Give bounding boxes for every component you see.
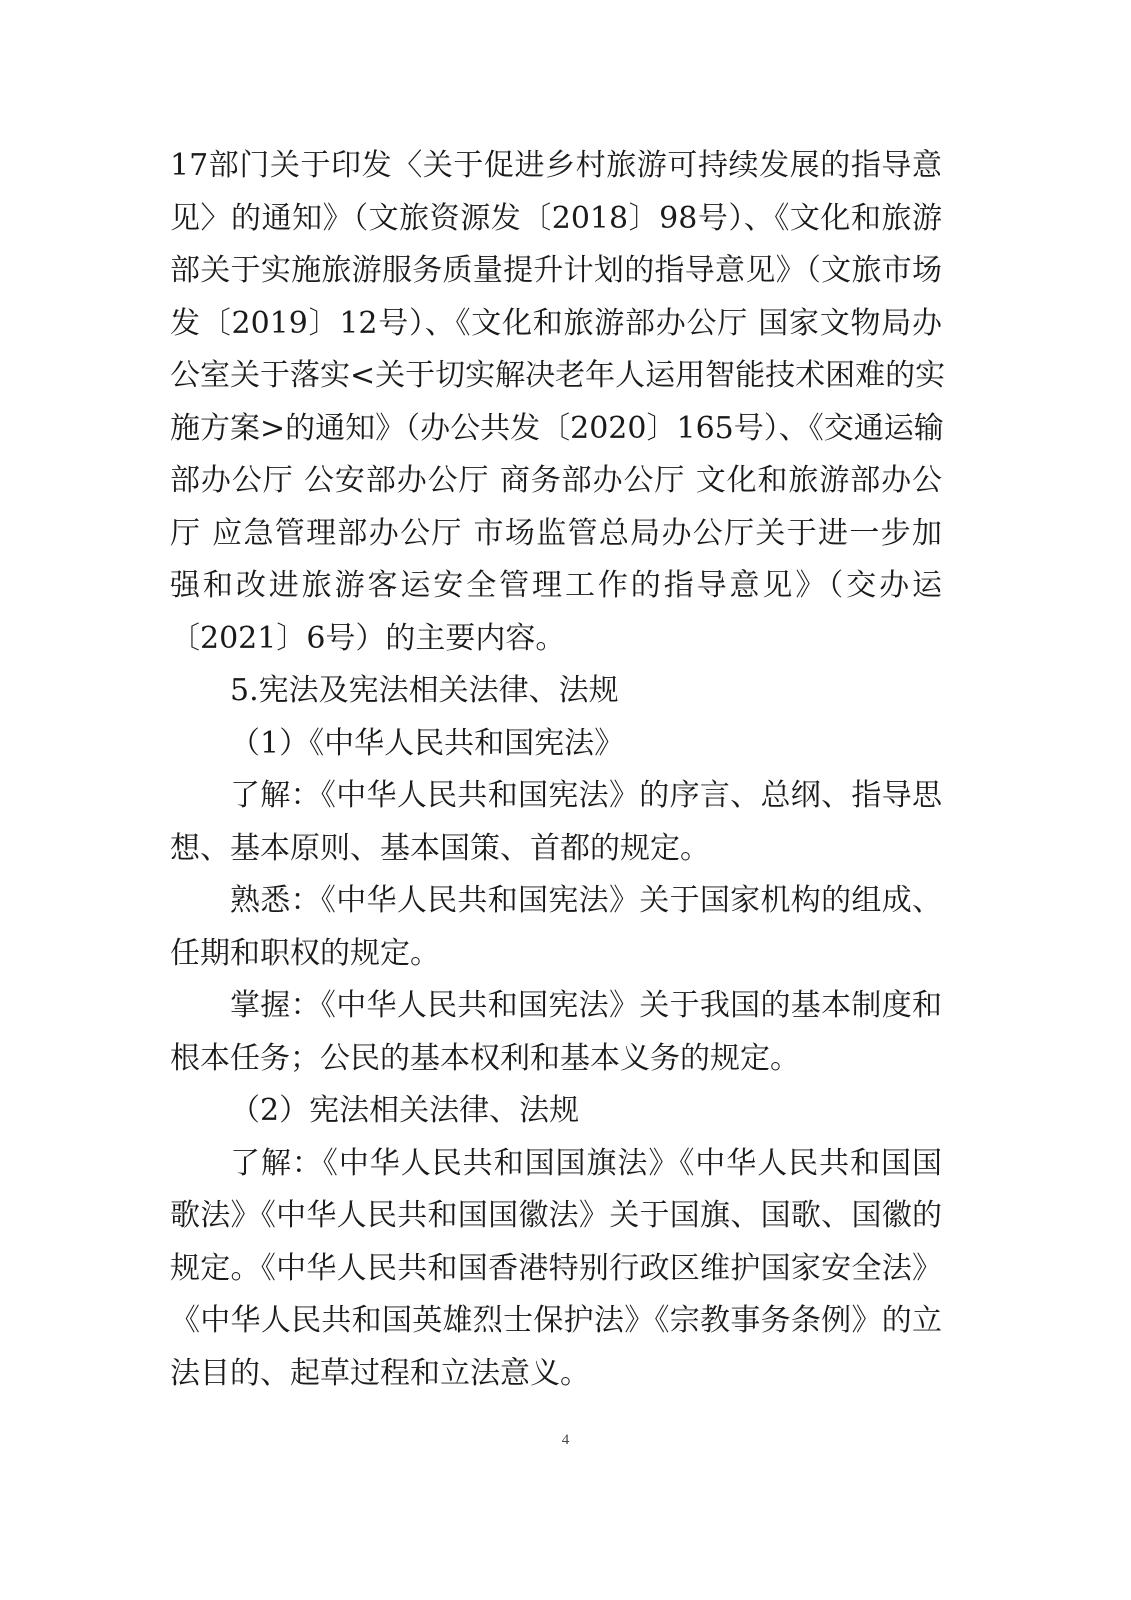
text-line: 法目的、起草过程和立法意义。 <box>170 1355 590 1391</box>
page-number: 4 <box>561 1432 570 1448</box>
subsection-heading: （1）《中华人民共和国宪法》 <box>230 725 625 761</box>
text-line: 部关于实施旅游服务质量提升计划的指导意见》（文旅市场 <box>170 253 942 288</box>
text-line: 想、基本原则、基本国策、首都的规定。 <box>170 830 710 866</box>
text-line: 熟悉：《中华人民共和国宪法》关于国家机构的组成、 <box>230 883 942 918</box>
text-line: 厅 应急管理部办公厅 市场监管总局办公厅关于进一步加 <box>170 515 942 551</box>
text-line: 规定。《中华人民共和国香港特别行政区维护国家安全法》 <box>170 1250 942 1286</box>
text-line: 17部门关于印发〈关于促进乡村旅游可持续发展的指导意 <box>170 148 942 183</box>
text-line: 任期和职权的规定。 <box>170 935 440 971</box>
text-line: 根本任务；公民的基本权利和基本义务的规定。 <box>170 1040 800 1076</box>
document-body <box>170 140 946 1400</box>
text-line: 部办公厅 公安部办公厅 商务部办公厅 文化和旅游部办公 <box>170 463 942 498</box>
text-line: 强和改进旅游客运安全管理工作的指导意见》（交办运 <box>170 568 942 603</box>
text-line: 〔2021〕6号）的主要内容。 <box>170 620 566 656</box>
text-line: 掌握：《中华人民共和国宪法》关于我国的基本制度和 <box>230 988 942 1023</box>
subsection-heading: （2）宪法相关法律、法规 <box>230 1093 580 1128</box>
section-heading: 5.宪法及宪法相关法律、法规 <box>230 673 619 708</box>
text-line: 公室关于落实<关于切实解决老年人运用智能技术困难的实 <box>170 358 946 393</box>
text-line: 见〉的通知》（文旅资源发〔2018〕98号）、《文化和旅游 <box>170 200 942 236</box>
text-line: 了解：《中华人民共和国宪法》的序言、总纲、指导思 <box>230 778 942 813</box>
text-line: 施方案>的通知》（办公共发〔2020〕165号）、《交通运输 <box>170 410 944 446</box>
text-line: 歌法》《中华人民共和国国徽法》关于国旗、国歌、国徽的 <box>170 1198 942 1233</box>
text-line: 发〔2019〕12号）、《文化和旅游部办公厅 国家文物局办 <box>170 305 942 341</box>
text-line: 《中华人民共和国英雄烈士保护法》《宗教事务条例》的立 <box>170 1303 942 1338</box>
text-line: 了解：《中华人民共和国国旗法》《中华人民共和国国 <box>230 1145 942 1181</box>
